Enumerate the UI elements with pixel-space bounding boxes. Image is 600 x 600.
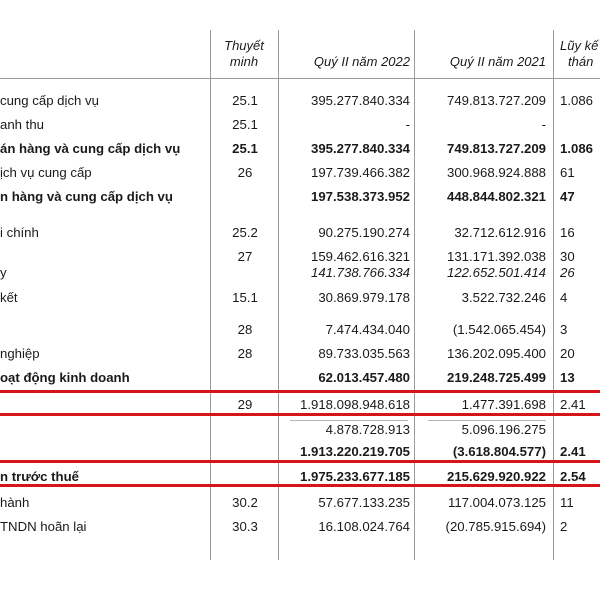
row-label: i chính xyxy=(0,225,39,240)
row-note: 26 xyxy=(237,165,253,180)
row-label: n trước thuế xyxy=(0,469,80,484)
row-note: 25.1 xyxy=(232,93,258,108)
row-value-ytd: 30 xyxy=(560,249,575,264)
row-value-2022: 16.108.024.764 xyxy=(318,519,410,534)
row-value-2022: 7.474.434.040 xyxy=(325,322,410,337)
row-value-2021: 117.004.073.125 xyxy=(447,495,546,510)
row-value-ytd: 11 xyxy=(560,495,574,510)
row-value-2022: 159.462.616.321 xyxy=(310,249,410,264)
row-note: 30.3 xyxy=(232,519,258,534)
row-value-2021: 5.096.196.275 xyxy=(461,422,546,437)
header-note-line1: Thuyết xyxy=(224,38,264,53)
highlight-line xyxy=(0,484,600,487)
row-label: ịch vụ cung cấp xyxy=(0,165,92,180)
row-label: y xyxy=(0,265,7,280)
row-value-2021: (20.785.915.694) xyxy=(445,519,546,534)
row-label: án hàng và cung cấp dịch vụ xyxy=(0,141,181,156)
row-value-2022: 141.738.766.334 xyxy=(310,265,410,280)
row-label: TNDN hoãn lại xyxy=(0,519,87,534)
row-value-2021: - xyxy=(541,117,546,132)
page-bottom xyxy=(0,560,600,600)
row-value-2021: 749.813.727.209 xyxy=(446,93,546,108)
column-divider xyxy=(553,30,554,560)
column-divider xyxy=(210,30,211,560)
header-ytd-line2: thán xyxy=(568,54,594,69)
row-value-2021: (3.618.804.577) xyxy=(452,444,546,459)
row-note: 25.2 xyxy=(232,225,258,240)
header-ytd-line1: Lũy kế xyxy=(560,38,599,53)
row-label: n hàng và cung cấp dịch vụ xyxy=(0,189,173,204)
row-value-2021: 122.652.501.414 xyxy=(446,265,546,280)
row-value-2022: 89.733.035.563 xyxy=(318,346,410,361)
highlight-line xyxy=(0,460,600,463)
row-label: cung cấp dịch vụ xyxy=(0,93,99,108)
row-value-2021: 136.202.095.400 xyxy=(446,346,546,361)
row-note: 28 xyxy=(237,346,253,361)
row-value-2022: 395.277.840.334 xyxy=(310,93,410,108)
row-label: kết xyxy=(0,290,18,305)
row-value-ytd: 20 xyxy=(560,346,575,361)
row-value-ytd: 2.41 xyxy=(560,444,586,459)
row-value-2022: 62.013.457.480 xyxy=(318,370,410,385)
row-note: 28 xyxy=(237,322,253,337)
row-value-2022: 1.918.098.948.618 xyxy=(299,397,410,412)
row-value-2022: 197.739.466.382 xyxy=(310,165,410,180)
row-value-ytd: 13 xyxy=(560,370,575,385)
row-value-2021: 3.522.732.246 xyxy=(461,290,546,305)
row-note: 29 xyxy=(237,397,253,412)
row-label: nghiệp xyxy=(0,346,40,361)
row-value-2022: 1.913.220.219.705 xyxy=(299,444,410,459)
row-value-2022: 395.277.840.334 xyxy=(310,141,410,156)
row-value-2022: - xyxy=(405,117,410,132)
row-value-2021: 300.968.924.888 xyxy=(446,165,546,180)
row-value-ytd: 1.086 xyxy=(560,93,594,108)
row-value-ytd: 47 xyxy=(560,189,575,204)
row-value-2022: 4.878.728.913 xyxy=(325,422,410,437)
row-value-2021: 1.477.391.698 xyxy=(461,397,546,412)
row-value-ytd: 26 xyxy=(560,265,575,280)
row-value-2021: 215.629.920.922 xyxy=(446,469,546,484)
row-value-ytd: 1.086 xyxy=(560,141,594,156)
row-value-ytd: 3 xyxy=(560,322,568,337)
row-value-ytd: 4 xyxy=(560,290,568,305)
row-label: anh thu xyxy=(0,117,44,132)
row-value-2021: 448.844.802.321 xyxy=(446,189,546,204)
header-note-line2: minh xyxy=(229,54,259,69)
row-note: 25.1 xyxy=(232,117,258,132)
row-value-2022: 57.677.133.235 xyxy=(318,495,410,510)
header-q2-2022: Quý II năm 2022 xyxy=(313,54,410,69)
row-value-2022: 197.538.373.952 xyxy=(310,189,410,204)
column-divider xyxy=(278,30,279,560)
row-note: 30.2 xyxy=(232,495,258,510)
row-value-2021: 219.248.725.499 xyxy=(446,370,546,385)
row-note: 27 xyxy=(237,249,253,264)
row-label: hành xyxy=(0,495,30,510)
column-divider xyxy=(414,30,415,560)
row-value-ytd: 2.54 xyxy=(560,469,586,484)
row-value-ytd: 16 xyxy=(560,225,575,240)
row-value-2022: 1.975.233.677.185 xyxy=(299,469,410,484)
row-value-ytd: 2.41 xyxy=(560,397,586,412)
row-value-ytd: 2 xyxy=(560,519,568,534)
row-value-2021: 32.712.612.916 xyxy=(454,225,546,240)
row-note: 25.1 xyxy=(232,141,258,156)
subtotal-rule xyxy=(290,420,408,421)
header-q2-2021: Quý II năm 2021 xyxy=(449,54,546,69)
row-value-2022: 90.275.190.274 xyxy=(318,225,410,240)
header-underline xyxy=(0,78,600,79)
subtotal-rule xyxy=(428,420,546,421)
row-value-ytd: 61 xyxy=(560,165,575,180)
row-label: oạt động kinh doanh xyxy=(0,370,130,385)
row-value-2022: 30.869.979.178 xyxy=(318,290,410,305)
row-value-2021: 749.813.727.209 xyxy=(446,141,546,156)
row-note: 15.1 xyxy=(232,290,258,305)
row-value-2021: 131.171.392.038 xyxy=(446,249,546,264)
row-value-2021: (1.542.065.454) xyxy=(452,322,546,337)
highlight-box xyxy=(0,390,600,416)
